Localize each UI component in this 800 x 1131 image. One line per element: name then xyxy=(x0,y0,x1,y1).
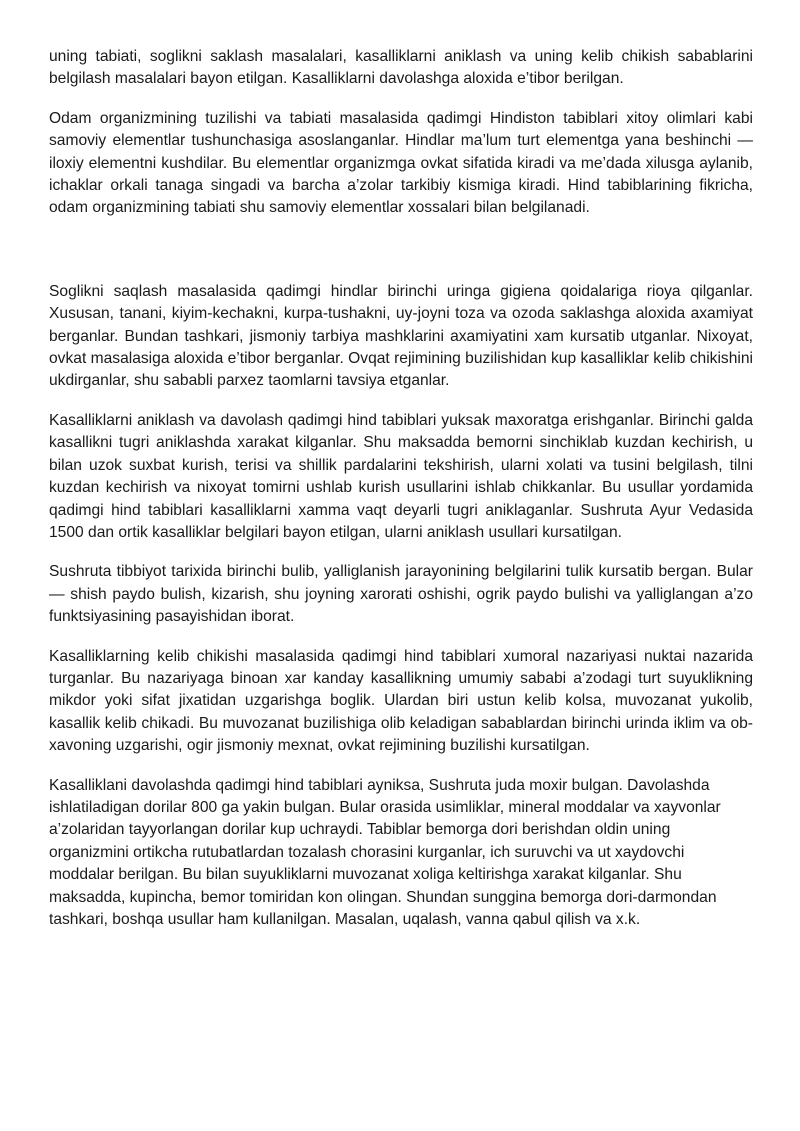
paragraph-humoral-theory: Kasalliklarning kelib chikishi masalasida qadimgi hind tabiblari xumoral nazariyasi nuktai nazarida turganlar. Bu nazariyaga binoan xar kanday kasallikning umumiy sababi a’zodagi turt suyuklikning mikdor yoki sifat jixatidan uzgarishga boglik. Ulardan biri ustun kelib kolsa, muvozanat yukolib, kasallik kelib chikadi. Bu muvozanat buzilishiga olib keladigan sabablardan birinchi urinda iklim va ob-xavoning uzgarishi, ogir jismoniy mexnat, ovkat rejimining buzilishi kursatilgan. xyxy=(49,647,753,755)
paragraph-inflammation: Sushruta tibbiyot tarixida birinchi bulib, yalliglanish jarayonining belgilarini tulik kursatib bergan. Bular — shish paydo bulish, kizarish, shu joyning xarorati oshishi, ogrik paydo bulishi va yalliglangan a’zo funktsiyasining pasayishidan iborat. xyxy=(49,563,753,626)
paragraph-organism-elements: Odam organizmining tuzilishi va tabiati masalasida qadimgi Hindiston tabiblari xitoy olimlari kabi samoviy elementlar tushunchasiga asoslanganlar. Hindlar ma’lum turt elementga yana beshinchi — iloxiy elementni kushdilar. Bu elementlar organizmga ovkat sifatida kiradi va me’dada xilusga aylanib, ichaklar orkali tanaga singadi va barcha a’zolar tarkibiy kismiga kiradi. Hind tabiblarining fikricha, odam organizmining tabiati shu samoviy elementlar xossalari bilan belgilanadi. xyxy=(49,109,753,217)
paragraph-hygiene: Soglikni saqlash masalasida qadimgi hindlar birinchi uringa gigiena qoidalariga rioya qilganlar. Xususan, tanani, kiyim-kechakni, kurpa-tushakni, uy-joyni toza va ozoda saklashga aloxida axamiyat berganlar. Bundan tashkari, jismoniy tarbiya mashklarini axamiyatini xam kursatib utganlar. Nixoyat, ovkat masalasiga aloxida e’tibor berganlar. Ovqat rejimining buzilishidan kup kasalliklar kelib chikishini ukdirganlar, shu sababli parxez taomlarni tavsiya etganlar. xyxy=(49,282,753,390)
document-page xyxy=(49,46,753,948)
paragraph-diagnosis: Kasalliklarni aniklash va davolash qadimgi hind tabiblari yuksak maxoratga erishganlar. Birinchi galda kasallikni tugri aniklashda xarakat kilganlar. Shu maksadda bemorni sinchiklab kuzdan kechirish, u bilan uzok suxbat kurish, terisi va shillik pardalarini tekshirish, ularni xolati va tusini belgilash, tilni kuzdan kechirish va nixoyat tomirni ushlab kurish usullarini ishlab chikkanlar. Bu usullar yordamida qadimgi hind tabiblari kasalliklarni xamma vaqt deyarli tugri aniklaganlar. Sushruta Ayur Vedasida 1500 dan ortik kasalliklar belgilari bayon etilgan, ularni aniklash usullari kursatilgan. xyxy=(49,411,753,541)
paragraph-intro: uning tabiati, soglikni saklash masalalari, kasalliklarni aniklash va uning kelib chikish sabablarini belgilash masalalari bayon etilgan. Kasalliklarni davolashga aloxida e’tibor berilgan. xyxy=(49,48,753,88)
paragraph-treatment: Kasalliklani davolashda qadimgi hind tabiblari ayniksa, Sushruta juda moxir bulgan. Davolashda ishlatiladigan dorilar 800 ga yakin bulgan. Bular orasida usimliklar, mineral moddalar va xayvonlar a’zolaridan tayyorlangan dorilar kup uchraydi. Tabiblar bemorga dori berishdan oldin uning organizmini ortikcha rutubatlardan tozalash chorasini kurganlar, ich suruvchi va ut xaydovchi moddalar berilgan. Bu bilan suyukliklarni muvozanat xoliga keltirishga xarakat kilganlar. Shu maksadda, kupincha, bemor tomiridan kon olingan. Shundan sunggina bemorga dori-darmondan tashkari, boshqa usullar ham kullanilgan. Masalan, uqalash, vanna qabul qilish va x.k. xyxy=(49,776,721,928)
